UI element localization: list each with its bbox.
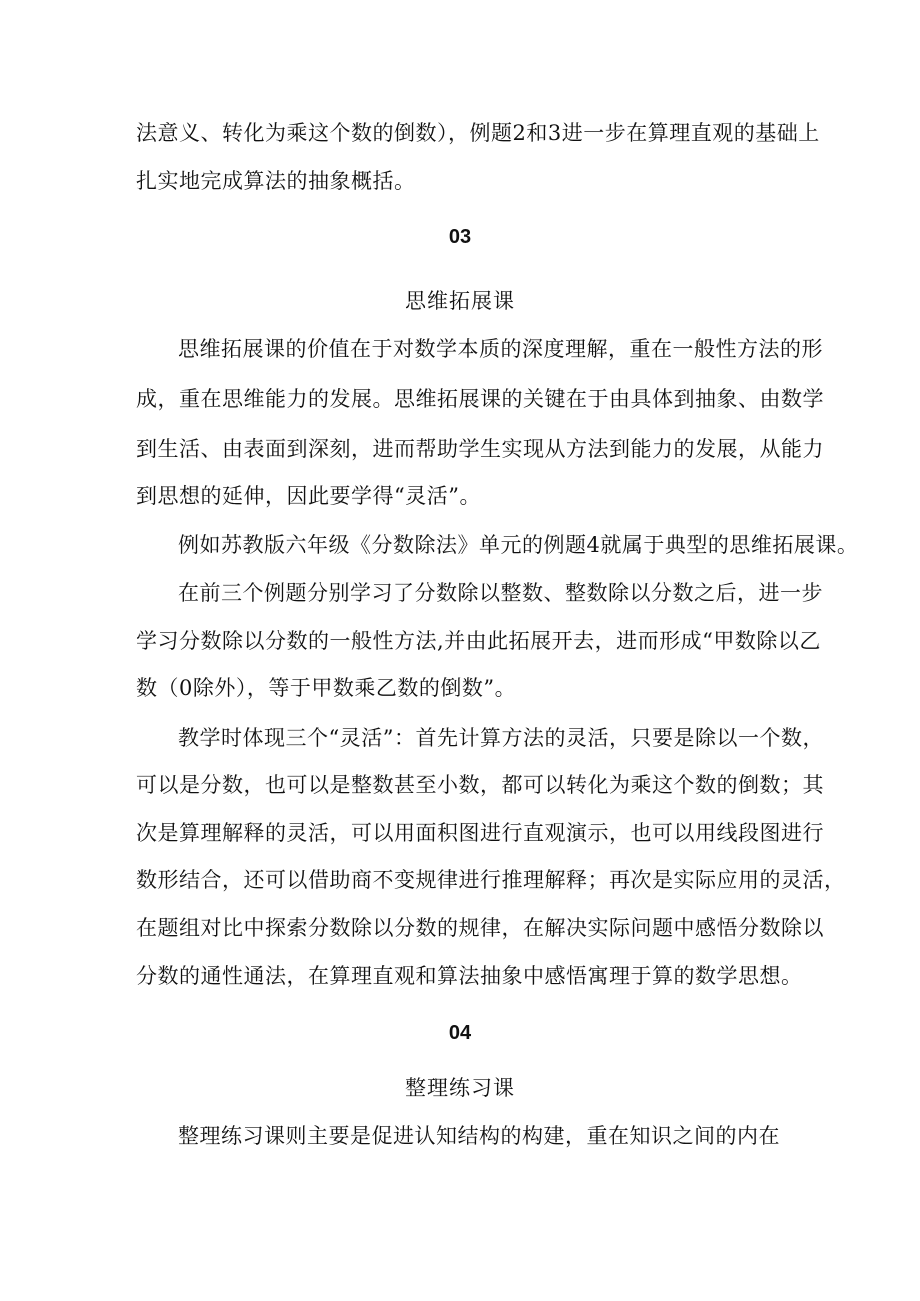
intro-line-1: 法意义、转化为乘这个数的倒数），例题2和3进一步在算理直观的基础上 bbox=[136, 121, 820, 145]
section-4-number: 04 bbox=[448, 1022, 472, 1044]
intro-line-2: 扎实地完成算法的抽象概括。 bbox=[136, 169, 416, 193]
s3-p1-line-1: 思维拓展课的价值在于对数学本质的深度理解，重在一般性方法的形 bbox=[178, 337, 823, 361]
s3-p4-line-6: 分数的通性通法，在算理直观和算法抽象中感悟寓理于算的数学思想。 bbox=[136, 964, 803, 988]
s3-p3-line-1: 在前三个例题分别学习了分数除以整数、整数除以分数之后，进一步 bbox=[178, 581, 823, 605]
s3-p1-line-2: 成，重在思维能力的发展。思维拓展课的关键在于由具体到抽象、由数学 bbox=[136, 387, 824, 411]
s4-p1-line-1: 整理练习课则主要是促进认知结构的构建，重在知识之间的内在 bbox=[178, 1124, 780, 1148]
s3-p1-line-3: 到生活、由表面到深刻，进而帮助学生实现从方法到能力的发展，从能力 bbox=[136, 437, 824, 461]
s3-p4-line-1: 教学时体现三个“灵活”：首先计算方法的灵活，只要是除以一个数， bbox=[178, 726, 824, 750]
s3-p4-line-5: 在题组对比中探索分数除以分数的规律，在解决实际问题中感悟分数除以 bbox=[136, 916, 824, 940]
s3-p4-line-2: 可以是分数，也可以是整数甚至小数，都可以转化为乘这个数的倒数；其 bbox=[136, 773, 824, 797]
s3-p2-line-1: 例如苏教版六年级《分数除法》单元的例题4就属于典型的思维拓展课。 bbox=[178, 533, 859, 557]
s3-p3-line-3: 数（0除外），等于甲数乘乙数的倒数”。 bbox=[136, 676, 517, 700]
s3-p4-line-4: 数形结合，还可以借助商不变规律进行推理解释；再次是实际应用的灵活， bbox=[136, 868, 846, 892]
section-3-title: 思维拓展课 bbox=[405, 289, 515, 313]
section-4-title: 整理练习课 bbox=[405, 1076, 515, 1100]
s3-p3-line-2: 学习分数除以分数的一般性方法,并由此拓展开去，进而形成“甲数除以乙 bbox=[136, 629, 821, 653]
s3-p4-line-3: 次是算理解释的灵活，可以用面积图进行直观演示，也可以用线段图进行 bbox=[136, 821, 824, 845]
section-3-number: 03 bbox=[448, 226, 472, 248]
s3-p1-line-4: 到思想的延伸，因此要学得“灵活”。 bbox=[136, 484, 481, 508]
